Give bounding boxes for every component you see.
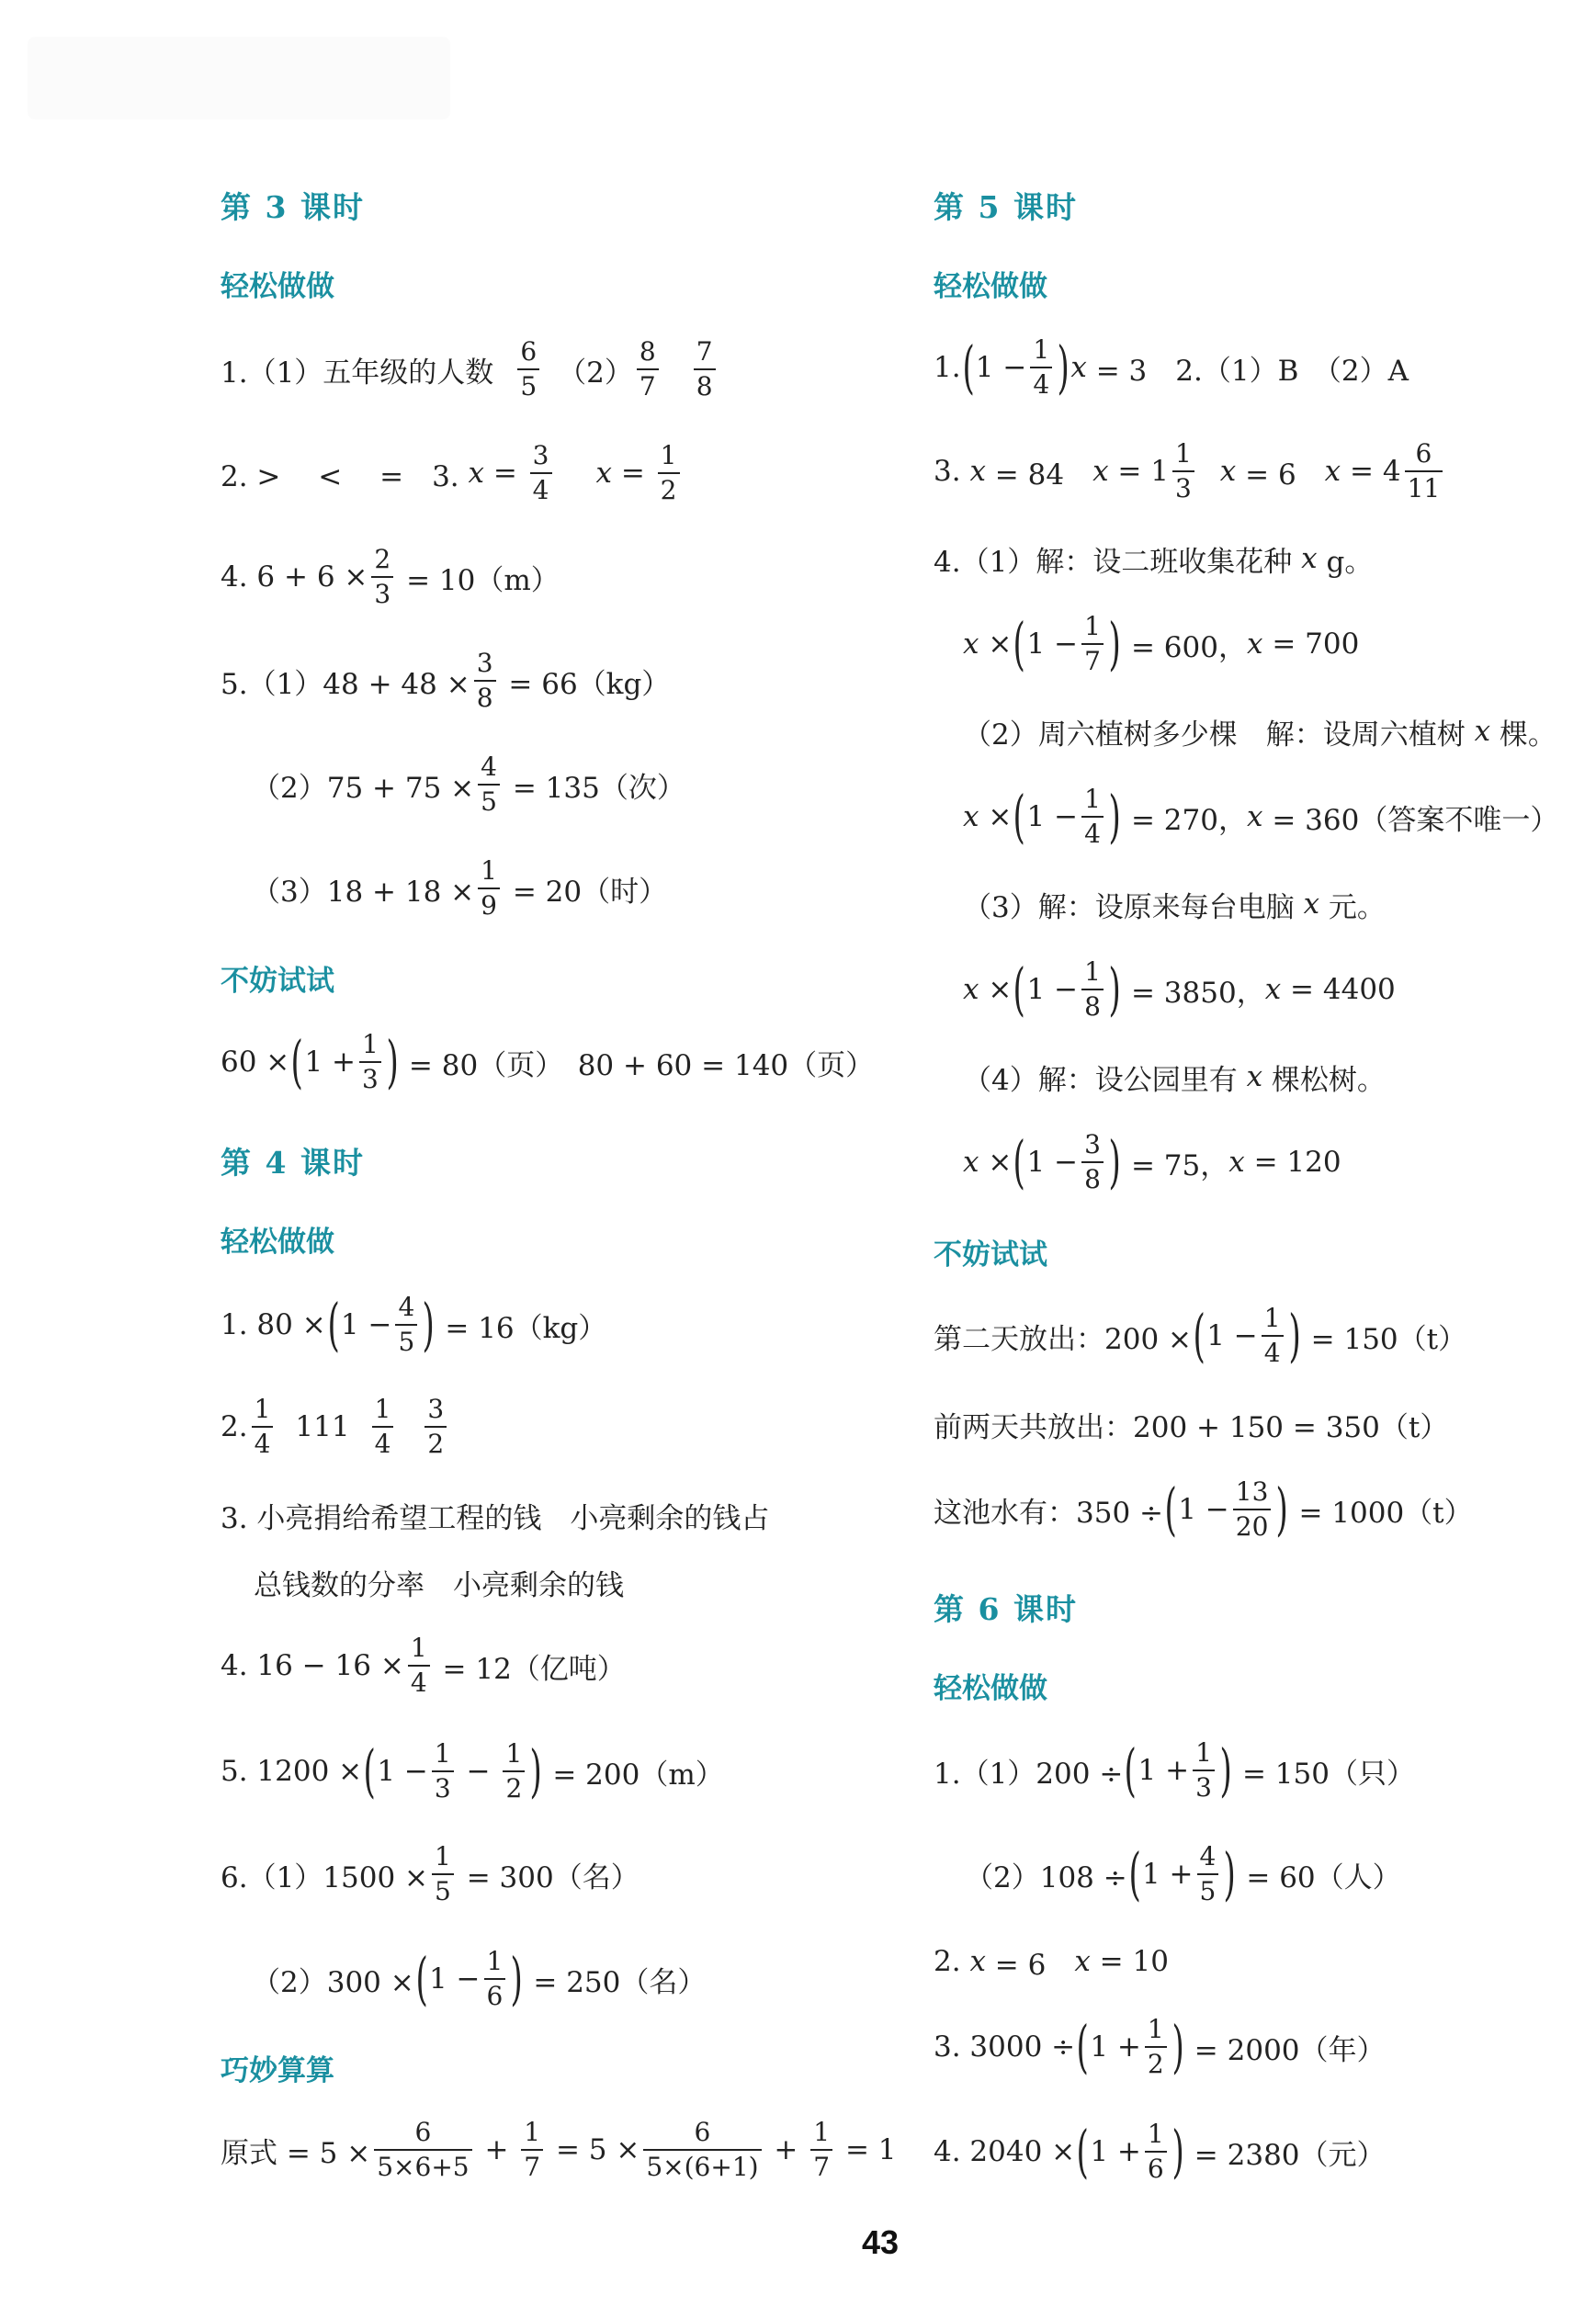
fraction: [478, 855, 500, 921]
var-x: x: [963, 1146, 979, 1179]
var-x: x: [1092, 455, 1109, 488]
text: =: [611, 457, 654, 490]
var-x: x: [963, 628, 979, 661]
var-x: x: [963, 973, 979, 1006]
paren: ): [1172, 2118, 1184, 2185]
l5-try-3: [934, 1464, 1473, 1555]
paren: (: [1128, 1840, 1141, 1907]
lesson-3-title: 第 3 课时: [221, 189, 365, 225]
numerator: 1: [524, 2117, 541, 2147]
denominator: 7: [521, 2149, 543, 2180]
text: （2）周六植树多少棵 解：设周六植树: [963, 718, 1475, 752]
l3-q5-2: [252, 739, 685, 831]
fraction: [478, 754, 500, 815]
denominator: 3: [432, 1770, 454, 1802]
numerator: 1: [1174, 438, 1192, 469]
denominator: 9: [478, 888, 500, 919]
l4-q2: [221, 1381, 450, 1473]
denominator: 2: [503, 1770, 525, 1802]
text: 元。: [1319, 890, 1386, 924]
text: = 84: [985, 458, 1093, 492]
paren: (: [363, 1737, 376, 1804]
text: 1 −: [1026, 628, 1079, 661]
text: =: [483, 457, 526, 490]
text: 1.（1）200 ÷: [934, 1757, 1124, 1791]
var-x: x: [963, 800, 979, 833]
denominator: 5: [1197, 1873, 1219, 1905]
var-x: x: [1303, 888, 1320, 921]
fraction: [1197, 1841, 1219, 1906]
paren: (: [1124, 1736, 1138, 1804]
text: ×: [979, 628, 1013, 661]
fraction: [372, 1396, 394, 1457]
numerator: 6: [1415, 438, 1432, 469]
text: = 300（名）: [457, 1860, 640, 1894]
paren: ): [1275, 1476, 1289, 1543]
var-x: x: [1246, 1060, 1263, 1093]
text: = 200（m）: [543, 1758, 724, 1792]
denominator: 5: [395, 1324, 417, 1355]
paren: (: [290, 1028, 304, 1095]
numerator: 1: [1084, 611, 1101, 641]
lesson-5-title: 第 5 课时: [934, 189, 1078, 225]
text: 棵松树。: [1262, 1063, 1386, 1097]
text: 1 +: [1090, 2135, 1141, 2168]
var-x: x: [1070, 351, 1087, 384]
denominator: 8: [1081, 989, 1104, 1020]
l6-q4: [934, 2106, 1386, 2198]
fraction: [658, 440, 680, 505]
text: = 150（只）: [1233, 1757, 1415, 1791]
text: = 2380（元）: [1184, 2138, 1386, 2172]
text: 1.（1）五年级的人数: [221, 356, 494, 390]
denominator: 7: [1081, 643, 1104, 674]
text: 1 +: [1141, 1858, 1194, 1891]
text: = 60（人）: [1237, 1860, 1401, 1894]
denominator: 3: [1193, 1770, 1215, 1801]
lesson-3-section-easy: 轻松做做: [221, 270, 334, 303]
text: = 6: [985, 1948, 1075, 1982]
l6-q2: [934, 1916, 1169, 2007]
fraction: [1172, 438, 1194, 503]
text: 2.: [221, 1410, 248, 1443]
l5-try-1: [934, 1290, 1466, 1382]
text: 60 ×: [221, 1046, 290, 1079]
fraction: [517, 336, 539, 401]
denominator: 6: [1145, 2151, 1167, 2182]
l5-q4-3: [963, 858, 1386, 950]
var-x: x: [595, 457, 612, 490]
paren: (: [1013, 610, 1026, 677]
paren: (: [962, 334, 975, 401]
right-column: [934, 0, 1596, 2318]
l3-q4: [221, 531, 560, 623]
lesson-6-section-easy: 轻松做做: [934, 1672, 1047, 1705]
text: +: [764, 2133, 808, 2166]
denominator: 4: [372, 1426, 394, 1457]
paren: ): [1108, 1128, 1121, 1195]
text: = 2000（年）: [1184, 2033, 1386, 2067]
numerator: 4: [481, 752, 497, 782]
var-x: x: [1074, 1945, 1091, 1978]
l5-q4-3-eq: [963, 944, 1396, 1035]
numerator: 3: [532, 440, 549, 470]
denominator: 3: [1172, 470, 1194, 502]
text: = 6: [1236, 458, 1325, 492]
denominator: 20: [1233, 1509, 1272, 1540]
numerator: 1: [435, 1841, 451, 1871]
text: = 75，: [1122, 1148, 1229, 1182]
numerator: 7: [696, 336, 713, 367]
l3-q5-1: [221, 635, 670, 727]
text: 6.（1）1500 ×: [221, 1860, 429, 1894]
text: 1 −: [377, 1755, 428, 1788]
fraction: [359, 1029, 381, 1094]
numerator: 4: [398, 1292, 415, 1322]
text: 1 −: [1178, 1493, 1229, 1526]
l6-q1-2: [965, 1828, 1401, 1920]
numerator: 13: [1235, 1476, 1269, 1507]
text: = 20（时）: [503, 875, 668, 909]
denominator: 2: [1145, 2046, 1167, 2077]
text: 5. 1200 ×: [221, 1755, 363, 1788]
numerator: 1: [1084, 784, 1101, 814]
text: = 600，: [1122, 630, 1247, 664]
fraction: [484, 1946, 506, 2011]
fraction: [474, 650, 496, 711]
text: ×: [979, 800, 1013, 833]
fraction: [694, 336, 716, 401]
var-x: x: [1246, 800, 1263, 833]
fraction: [1233, 1476, 1272, 1542]
denominator: 3: [359, 1061, 381, 1092]
text: 1.: [934, 351, 961, 384]
var-x: x: [468, 457, 484, 490]
fraction: [395, 1292, 417, 1357]
numerator: 1: [813, 2117, 831, 2147]
text: ×: [979, 973, 1013, 1006]
denominator: 5×(6+1): [643, 2149, 761, 2180]
text: = 4: [1341, 455, 1401, 488]
l4-calc: [221, 2104, 897, 2196]
text: −: [457, 1755, 500, 1788]
text: 3. 小亮捐给希望工程的钱 小亮剩余的钱占: [221, 1501, 770, 1535]
text: 原式 = 5 ×: [221, 2136, 371, 2170]
l5-try-2: [934, 1378, 1448, 1470]
paren: (: [1013, 1128, 1026, 1195]
numerator: 1: [486, 1946, 504, 1976]
numerator: 6: [694, 2117, 711, 2147]
var-x: x: [1301, 542, 1318, 575]
text: （3）18 + 18 ×: [252, 875, 475, 909]
text: 棵。: [1490, 718, 1556, 752]
text: 2. > < = 3.: [221, 459, 469, 493]
text: 1 +: [304, 1046, 357, 1079]
text: = 80（页） 80 + 60 = 140（页）: [400, 1048, 875, 1082]
fraction: [643, 2117, 761, 2182]
paren: ): [1223, 1840, 1237, 1907]
var-x: x: [1228, 1146, 1245, 1179]
var-x: x: [969, 455, 986, 488]
numerator: 1: [1195, 1737, 1212, 1768]
text: = 4400: [1281, 973, 1396, 1006]
paren: ): [386, 1028, 399, 1095]
fraction: [374, 2117, 471, 2182]
text: = 3 2.（1）B （2）A: [1086, 354, 1409, 388]
paren: (: [1013, 783, 1026, 850]
l5-q4-4: [963, 1031, 1386, 1123]
text: 1 −: [975, 351, 1027, 384]
text: 4. 16 − 16 ×: [221, 1649, 404, 1682]
fraction: [432, 1841, 454, 1906]
var-x: x: [1264, 973, 1282, 1006]
page-number: 43: [862, 2223, 900, 2261]
l3-q1: [221, 323, 719, 415]
text: = 120: [1244, 1146, 1341, 1179]
text: 1. 80 ×: [221, 1308, 326, 1341]
denominator: 2: [658, 472, 680, 503]
text: （3）解：设原来每台电脑: [963, 890, 1304, 924]
l5-q4-2-eq: [963, 771, 1558, 863]
denominator: 8: [1081, 1161, 1104, 1193]
l5-q3: [934, 425, 1446, 517]
paren: ): [1108, 783, 1121, 850]
l3-q5-3: [252, 842, 667, 934]
paren: ): [1288, 1302, 1301, 1369]
denominator: 11: [1405, 470, 1443, 502]
fraction: [252, 1396, 274, 1457]
numerator: 1: [1033, 334, 1050, 365]
numerator: 2: [374, 544, 391, 574]
fraction: [408, 1635, 430, 1696]
numerator: 6: [414, 2117, 432, 2147]
lesson-5-section-try: 不妨试试: [934, 1238, 1047, 1272]
lesson-4-section-clever: 巧妙算算: [221, 2054, 334, 2087]
denominator: 5: [432, 1873, 454, 1905]
denominator: 8: [694, 368, 716, 400]
lesson-4-title: 第 4 课时: [221, 1145, 365, 1181]
text: 1 −: [1026, 800, 1079, 833]
text: （2）: [558, 356, 633, 390]
fraction: [1081, 1129, 1104, 1194]
var-x: x: [1474, 715, 1491, 748]
text: = 12（亿吨）: [433, 1652, 626, 1686]
numerator: 1: [660, 440, 677, 470]
var-x: x: [969, 1945, 986, 1978]
text: 4. 6 + 6 ×: [221, 560, 368, 594]
paren: ): [1108, 955, 1121, 1023]
numerator: 1: [374, 1394, 391, 1424]
paren: (: [327, 1291, 340, 1358]
text: = 5 ×: [547, 2133, 640, 2166]
denominator: 5: [517, 368, 539, 400]
fraction: [1081, 786, 1104, 847]
text: +: [475, 2133, 518, 2166]
paren: (: [1013, 955, 1026, 1023]
denominator: 4: [408, 1665, 430, 1696]
text: = 250（名）: [524, 1965, 707, 1999]
l5-q4-4-eq: [963, 1116, 1341, 1208]
numerator: 1: [481, 855, 497, 886]
text: （2）75 + 75 ×: [252, 771, 475, 805]
text: 4.（1）解：设二班收集花种: [934, 545, 1302, 579]
numerator: 1: [362, 1029, 379, 1059]
fraction: [1145, 2014, 1167, 2079]
denominator: 4: [1030, 367, 1052, 398]
text: = 270，: [1122, 803, 1247, 837]
text: 1 −: [1206, 1319, 1258, 1352]
text: 2.: [934, 1945, 970, 1978]
text: = 10: [1090, 1945, 1169, 1978]
denominator: 4: [252, 1426, 274, 1457]
left-column: [221, 0, 956, 2318]
text: = 135（次）: [503, 771, 685, 805]
l4-q6-1: [221, 1828, 640, 1920]
paren: (: [1076, 2013, 1089, 2080]
denominator: 6: [484, 1978, 506, 2009]
text: = 150（t）: [1301, 1322, 1467, 1356]
lesson-4-section-easy: 轻松做做: [221, 1226, 334, 1259]
numerator: 1: [1084, 956, 1101, 987]
numerator: 4: [1199, 1841, 1217, 1871]
text: 总钱数的分率 小亮剩余的钱: [254, 1568, 624, 1602]
fraction: [521, 2117, 543, 2182]
fraction: [1030, 334, 1052, 400]
numerator: 1: [1147, 2119, 1164, 2149]
text: = 700: [1262, 628, 1360, 661]
fraction: [1081, 956, 1104, 1022]
text: （4）解：设公园里有: [963, 1063, 1247, 1097]
fraction: [371, 544, 393, 609]
l3-try: [221, 1016, 874, 1108]
numerator: 8: [639, 336, 656, 367]
text: ×: [979, 1146, 1013, 1179]
fraction: [432, 1738, 454, 1804]
text: 3.: [934, 455, 970, 488]
text: 1 −: [340, 1308, 392, 1341]
text: 这池水有：350 ÷: [934, 1496, 1163, 1530]
paren: ): [1219, 1736, 1232, 1804]
fraction: [424, 1396, 447, 1457]
numerator: 1: [410, 1633, 427, 1663]
text: 1 −: [1026, 1146, 1079, 1179]
fraction: [530, 440, 552, 505]
l4-q3-line2: [254, 1536, 624, 1628]
l4-q5: [221, 1725, 724, 1817]
numerator: 3: [476, 648, 493, 678]
denominator: 5×6+5: [374, 2149, 471, 2180]
text: 第二天放出：200 ×: [934, 1322, 1192, 1356]
denominator: 5: [478, 784, 500, 815]
paren: ): [422, 1291, 436, 1358]
fraction: [1145, 2121, 1167, 2182]
paren: (: [415, 1945, 428, 2012]
numerator: 1: [1147, 2014, 1164, 2044]
var-x: x: [1246, 628, 1263, 661]
paren: ): [1057, 334, 1070, 401]
denominator: 4: [1262, 1335, 1284, 1366]
lesson-5-section-easy: 轻松做做: [934, 270, 1047, 303]
text: = 66（kg）: [499, 667, 671, 701]
paren: ): [1172, 2013, 1184, 2080]
l4-q1: [221, 1279, 606, 1371]
l4-q6-2: [252, 1933, 706, 2025]
fraction: [810, 2117, 832, 2182]
text: 1 +: [1138, 1754, 1190, 1787]
text: 1 −: [428, 1962, 481, 1996]
text: = 10（m）: [397, 563, 560, 597]
paren: ): [529, 1737, 543, 1804]
l5-q4-1-eq: [963, 598, 1359, 690]
numerator: 3: [1084, 1129, 1101, 1159]
paren: ): [510, 1945, 524, 2012]
text: 3. 3000 ÷: [934, 2030, 1076, 2064]
text: = 1: [836, 2133, 897, 2166]
l6-q3: [934, 2001, 1386, 2093]
text: 111: [295, 1410, 350, 1443]
text: 1 −: [1026, 973, 1079, 1006]
numerator: 6: [520, 336, 538, 367]
lesson-3-section-try: 不妨试试: [221, 965, 334, 998]
text: = 16（kg）: [436, 1311, 607, 1345]
l4-q4: [221, 1620, 626, 1712]
text: 前两天共放出：200 + 150 = 350（t）: [934, 1410, 1449, 1444]
paren: (: [1164, 1476, 1177, 1543]
text: 1 +: [1090, 2030, 1141, 2064]
paren: ): [1108, 610, 1121, 677]
text: （2）108 ÷: [965, 1860, 1127, 1894]
var-x: x: [1219, 455, 1237, 488]
denominator: 8: [474, 680, 496, 711]
l5-q4-1: [934, 513, 1373, 605]
denominator: 4: [1081, 816, 1104, 847]
text: （2）300 ×: [252, 1965, 414, 1999]
text: = 360（答案不唯一）: [1262, 803, 1559, 837]
denominator: 7: [810, 2149, 832, 2180]
l5-q1: [934, 322, 1409, 413]
fraction: [503, 1738, 525, 1804]
numerator: 1: [254, 1394, 271, 1424]
fraction: [1262, 1303, 1284, 1368]
text: 4. 2040 ×: [934, 2135, 1076, 2168]
text: g。: [1317, 545, 1374, 579]
paren: (: [1076, 2118, 1089, 2185]
numerator: 1: [1263, 1303, 1281, 1333]
l3-q2-q3: [221, 427, 684, 519]
denominator: 3: [371, 576, 393, 607]
denominator: 7: [637, 368, 659, 400]
text: = 1000（t）: [1289, 1496, 1473, 1530]
paren: (: [1193, 1302, 1205, 1369]
text: = 1: [1108, 455, 1169, 488]
text: = 3850，: [1122, 976, 1265, 1010]
lesson-6-title: 第 6 课时: [934, 1591, 1078, 1627]
text: 5.（1）48 + 48 ×: [221, 667, 470, 701]
var-x: x: [1324, 455, 1341, 488]
fraction: [1081, 611, 1104, 676]
denominator: 4: [530, 472, 552, 503]
l5-q4-2: [963, 685, 1556, 777]
fraction: [1405, 438, 1443, 503]
numerator: 1: [505, 1738, 523, 1769]
denominator: 2: [424, 1426, 447, 1457]
fraction: [1193, 1737, 1215, 1803]
numerator: 1: [434, 1738, 451, 1769]
fraction: [637, 336, 659, 401]
numerator: 3: [427, 1394, 445, 1424]
l6-q1-1: [934, 1724, 1415, 1816]
